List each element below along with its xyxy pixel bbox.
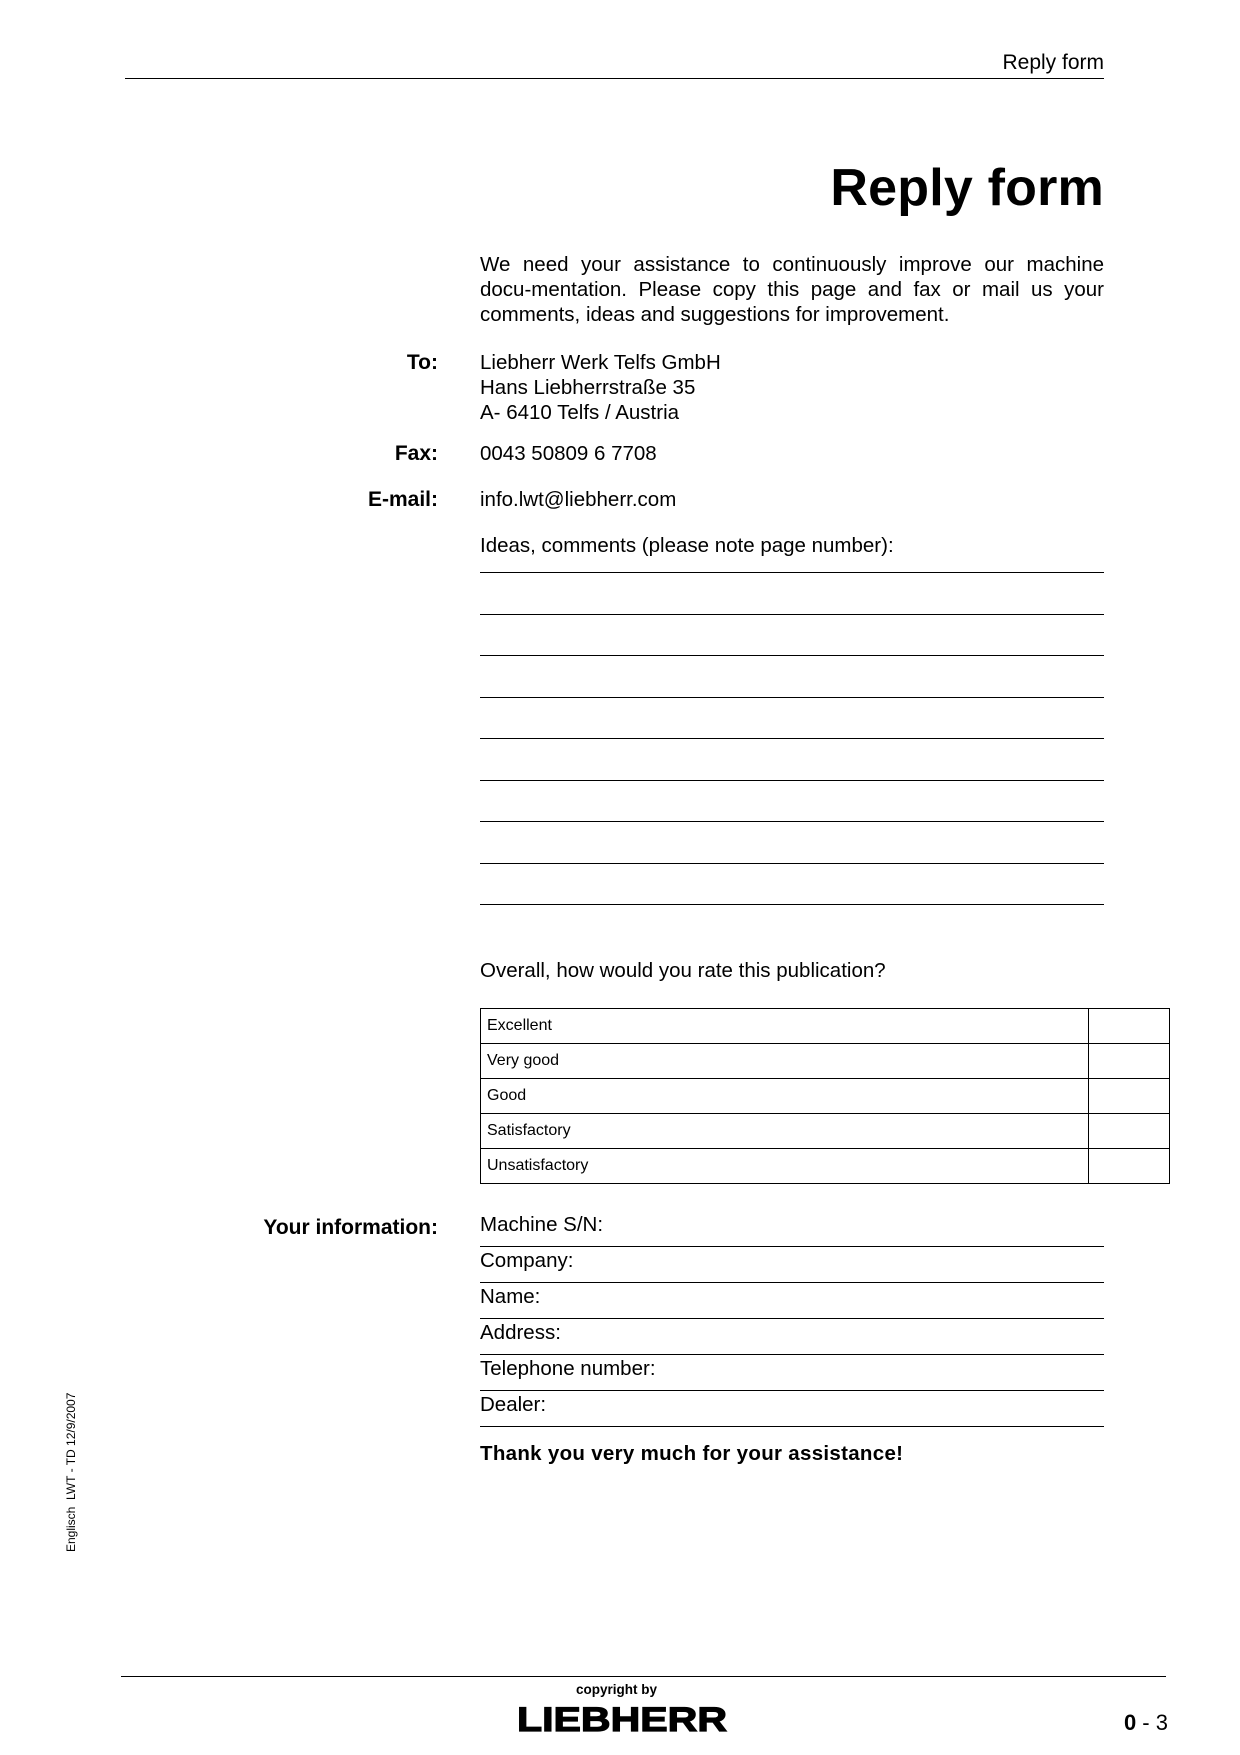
address-line: A- 6410 Telfs / Austria (480, 401, 680, 424)
liebherr-logo (516, 1702, 728, 1736)
email-label: E-mail: (367, 488, 438, 511)
copyright-text: copyright by (576, 1682, 658, 1697)
thank-you-note: Thank you very much for your assistance! (480, 1442, 904, 1465)
rating-checkbox[interactable] (1089, 1009, 1170, 1044)
fax-number: 0043 50809 6 7708 (480, 442, 657, 465)
dealer-field[interactable]: Dealer: (480, 1392, 1104, 1427)
address-line: Hans Liebherrstraße 35 (480, 376, 696, 399)
comment-line[interactable] (480, 697, 1104, 698)
page-separator: - (1136, 1710, 1156, 1735)
chapter-number: 0 (1123, 1710, 1137, 1735)
intro-paragraph: We need your assistance to continuously improve our machine docu-mentation. Please copy this page and fax or mail us your comments, ideas and suggestions for improvement. (480, 253, 1104, 326)
machine-sn-field[interactable]: Machine S/N: (480, 1212, 1104, 1247)
document-code-wrapper (64, 1392, 223, 1566)
comment-line[interactable] (480, 655, 1104, 656)
document-code: Englisch LWT - TD 12/9/2007 (64, 1392, 78, 1552)
comment-line[interactable] (480, 738, 1104, 739)
rating-checkbox[interactable] (1089, 1114, 1170, 1149)
rating-option-label: Excellent (481, 1009, 1089, 1044)
comment-line[interactable] (480, 780, 1104, 781)
telephone-field[interactable]: Telephone number: (480, 1356, 1104, 1391)
to-label: To: (406, 351, 438, 374)
your-information-fields (480, 1212, 1104, 1428)
page-index: 3 (1155, 1710, 1168, 1735)
running-header: Reply form (1002, 51, 1104, 74)
rating-question: Overall, how would you rate this publication? (480, 959, 886, 982)
rating-row (481, 1009, 1170, 1044)
rating-row (481, 1044, 1170, 1079)
address-line: Liebherr Werk Telfs GmbH (480, 351, 721, 374)
address-field[interactable]: Address: (480, 1320, 1104, 1355)
rating-checkbox[interactable] (1089, 1079, 1170, 1114)
recipient-address (480, 350, 1104, 425)
comment-line[interactable] (480, 572, 1104, 573)
rating-table (480, 1008, 1170, 1184)
comment-line[interactable] (480, 863, 1104, 864)
footer-rule (121, 1676, 1166, 1677)
rating-row (481, 1114, 1170, 1149)
rating-option-label: Satisfactory (481, 1114, 1089, 1149)
rating-option-label: Very good (481, 1044, 1089, 1079)
fax-label: Fax: (394, 442, 438, 465)
comments-label: Ideas, comments (please note page number): (480, 534, 894, 557)
rating-checkbox[interactable] (1089, 1044, 1170, 1079)
your-information-label: Your information: (263, 1216, 438, 1239)
company-field[interactable]: Company: (480, 1248, 1104, 1283)
rating-option-label: Unsatisfactory (481, 1149, 1089, 1184)
page-number (1124, 1710, 1168, 1736)
page-title: Reply form (830, 159, 1104, 217)
header-rule (125, 78, 1104, 79)
email-address: info.lwt@liebherr.com (480, 488, 677, 511)
rating-checkbox[interactable] (1089, 1149, 1170, 1184)
rating-row (481, 1149, 1170, 1184)
comment-line[interactable] (480, 614, 1104, 615)
rating-row (481, 1079, 1170, 1114)
name-field[interactable]: Name: (480, 1284, 1104, 1319)
comment-lines[interactable] (480, 572, 1104, 946)
comment-line[interactable] (480, 821, 1104, 822)
comment-line[interactable] (480, 904, 1104, 905)
rating-option-label: Good (481, 1079, 1089, 1114)
logo-text: LIEBHERR (517, 1702, 727, 1736)
